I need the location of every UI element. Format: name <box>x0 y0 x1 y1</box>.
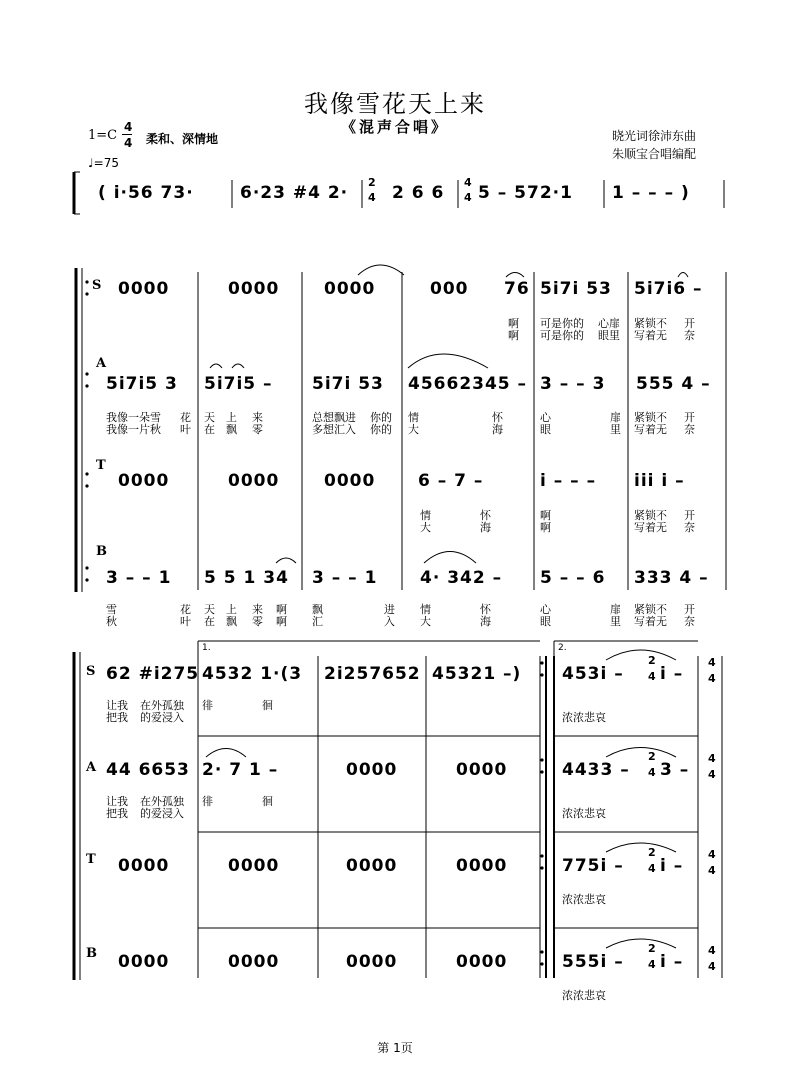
lyric: 奈 <box>684 329 695 342</box>
lyric: 飘 <box>226 615 237 628</box>
s3-tenor-ts2-top: 4 <box>708 848 716 861</box>
lyric: 开 <box>684 317 695 330</box>
s3-tenor-m5: 775i – <box>562 856 624 876</box>
lyric: 上 <box>226 603 237 616</box>
lyric: 飘 <box>226 423 237 436</box>
lyric: 啊 <box>508 317 519 330</box>
lyric: 奈 <box>684 615 695 628</box>
lyric: 来 <box>252 603 263 616</box>
s2-bass-m5: 5 – – 6 <box>540 568 606 588</box>
lyric: 海 <box>492 423 503 436</box>
lyric: 徊 <box>262 699 273 712</box>
song-subtitle: 《混声合唱》 <box>340 118 449 136</box>
lyric: 怀 <box>480 509 491 522</box>
s3-bass-m5: 555i – <box>562 952 624 972</box>
lyric: 啊 <box>276 615 287 628</box>
lyric: 心 <box>540 411 551 424</box>
s3-soprano-m6: i – <box>660 664 684 684</box>
s3-alto-ts-top: 2 <box>648 750 656 763</box>
lyric: 在 <box>204 615 215 628</box>
lyric: 情 <box>408 411 419 424</box>
s3-soprano-m1: 62 #i275 <box>106 664 200 684</box>
lyric: 叶 <box>180 615 191 628</box>
volta-2-label: 2. <box>558 643 567 653</box>
lyric: 扉 <box>610 603 621 616</box>
lyric: 你的 <box>370 423 392 436</box>
lyric: 可是你的 <box>540 317 584 330</box>
lyric: 雪 <box>106 603 117 616</box>
intro-brace <box>74 172 80 214</box>
intro-ts-top: 2 <box>368 176 376 189</box>
s3-bass-m1: 0000 <box>118 952 170 972</box>
lyric: 写着无 <box>634 329 667 342</box>
lyric: 怀 <box>492 411 503 424</box>
lyric: 大 <box>408 423 419 436</box>
s3-alto-m2: 2· 7 1 – <box>202 760 279 780</box>
s3-alto-m4: 0000 <box>456 760 508 780</box>
lyric: 紧锁不 <box>634 411 667 424</box>
s2-alto-m6: 555 4 – <box>636 374 711 394</box>
lyric: 心 <box>540 603 551 616</box>
s2-alto-m4: 45662345 – <box>408 374 528 394</box>
s2-tenor-m3: 0000 <box>324 471 376 491</box>
s2-bass-m3: 3 – – 1 <box>312 568 378 588</box>
lyric: 让我 <box>106 795 128 808</box>
credit-composer: 晓光词徐沛东曲 <box>612 129 697 143</box>
lyric: 汇 <box>312 615 323 628</box>
lyric: 飘 <box>312 603 323 616</box>
lyric: 多想汇入 <box>312 423 356 436</box>
lyric: 写着无 <box>634 423 667 436</box>
s3-soprano-ts-top: 2 <box>648 654 656 667</box>
s3-soprano-m5: 453i – <box>562 664 624 684</box>
s2-bass-m2: 5 5 1 34 <box>204 568 289 588</box>
s3-soprano-m3: 2i257652 <box>324 664 421 684</box>
s3-bass-ts-top: 2 <box>648 942 656 955</box>
s3-tenor-ts-top: 2 <box>648 846 656 859</box>
expression-marking: 柔和、深情地 <box>146 132 219 146</box>
s3-alto-m5: 4433 – <box>562 760 630 780</box>
lyric: 花 <box>180 603 191 616</box>
intro-measure-1: ( i·56 73· <box>98 183 194 203</box>
lyric: 进 <box>384 603 395 616</box>
lyric: 大 <box>420 615 431 628</box>
voice-label-soprano: S <box>92 278 102 293</box>
lyric: 写着无 <box>634 615 667 628</box>
lyric: 心扉 <box>598 317 620 330</box>
lyric: 浓浓悲哀 <box>562 807 606 820</box>
lyric: 让我 <box>106 699 128 712</box>
lyric: 浓浓悲哀 <box>562 893 606 906</box>
system3-barlines <box>198 641 722 978</box>
s2-soprano-m4a: 000 <box>430 279 469 299</box>
lyric: 眼 <box>540 423 551 436</box>
s2-tenor-m1: 0000 <box>118 471 170 491</box>
lyric: 的爱浸入 <box>140 807 184 820</box>
lyric: 把我 <box>106 807 128 820</box>
s2-alto-m1: 5i7i5 3 <box>106 374 178 394</box>
intro-measure-5: 1 – – – ) <box>612 183 690 203</box>
song-title: 我像雪花天上来 <box>304 90 486 118</box>
s3-soprano-m2: 4532 1·(3 <box>202 664 303 684</box>
voice-label-bass-3: B <box>86 946 97 961</box>
lyric: 紧锁不 <box>634 509 667 522</box>
lyric: 入 <box>384 615 395 628</box>
lyric: 在 <box>204 423 215 436</box>
s3-tenor-m4: 0000 <box>456 856 508 876</box>
voice-label-soprano-3: S <box>86 664 96 679</box>
s3-bass-ts-bottom: 4 <box>648 958 656 971</box>
lyric: 浓浓悲哀 <box>562 989 606 1002</box>
tempo-marking: ♩=75 <box>88 156 119 170</box>
lyric: 零 <box>252 423 263 436</box>
intro-ts-bottom: 4 <box>368 191 376 204</box>
lyric: 啊 <box>276 603 287 616</box>
system2-bracket <box>76 268 82 592</box>
s3-soprano-ts2-top: 4 <box>708 656 716 669</box>
lyric: 把我 <box>106 711 128 724</box>
s2-bass-m1: 3 – – 1 <box>106 568 172 588</box>
s3-tenor-m2: 0000 <box>228 856 280 876</box>
lyric: 里 <box>610 615 621 628</box>
key-signature: 1=C <box>88 128 118 143</box>
voice-label-alto: A <box>96 356 107 371</box>
s3-bass-ts2-top: 4 <box>708 944 716 957</box>
lyric: 徊 <box>262 795 273 808</box>
s2-alto-m2: 5i7i5 – <box>204 374 273 394</box>
s2-alto-m5: 3 – – 3 <box>540 374 606 394</box>
s3-tenor-m1: 0000 <box>118 856 170 876</box>
s2-soprano-m4b: 76 <box>504 279 530 299</box>
intro-measure-4: 5 – 572·1 <box>478 183 573 203</box>
s3-soprano-m4: 45321 –) <box>432 664 522 684</box>
lyric: 你的 <box>370 411 392 424</box>
lyric: 在外孤独 <box>140 795 184 808</box>
s3-bass-m2: 0000 <box>228 952 280 972</box>
lyric: 啊 <box>540 509 551 522</box>
voice-label-tenor: T <box>96 458 106 473</box>
s3-alto-ts2-bottom: 4 <box>708 768 716 781</box>
s3-alto-ts2-top: 4 <box>708 752 716 765</box>
page-number: 第 1页 <box>377 1041 413 1055</box>
lyric: 秋 <box>106 615 117 628</box>
time-signature-bottom: 4 <box>124 136 133 150</box>
lyric: 叶 <box>180 423 191 436</box>
s3-bass-m4: 0000 <box>456 952 508 972</box>
lyric: 海 <box>480 521 491 534</box>
lyric: 紧锁不 <box>634 603 667 616</box>
intro-ts2-bottom: 4 <box>464 191 472 204</box>
lyric: 总想飘进 <box>312 411 356 424</box>
voice-label-bass: B <box>96 544 107 559</box>
s2-soprano-m2: 0000 <box>228 279 280 299</box>
lyric: 上 <box>226 411 237 424</box>
volta-1-label: 1. <box>202 643 211 653</box>
s3-tenor-m6: i – <box>660 856 684 876</box>
s2-alto-m3: 5i7i 53 <box>312 374 384 394</box>
lyric: 里 <box>610 423 621 436</box>
lyric: 大 <box>420 521 431 534</box>
s2-soprano-m1: 0000 <box>118 279 170 299</box>
s2-bass-m6: 333 4 – <box>634 568 709 588</box>
lyric: 怀 <box>480 603 491 616</box>
lyric: 浓浓悲哀 <box>562 711 606 724</box>
s3-soprano-ts-bottom: 4 <box>648 670 656 683</box>
s2-soprano-m5: 5i7i 53 <box>540 279 612 299</box>
intro-measure-2: 6·23 #4 2· <box>240 183 349 203</box>
s3-tenor-ts2-bottom: 4 <box>708 864 716 877</box>
lyric: 紧锁不 <box>634 317 667 330</box>
s3-bass-m6: i – <box>660 952 684 972</box>
s3-alto-m6: 3 – <box>660 760 690 780</box>
lyric: 可是你的 <box>540 329 584 342</box>
lyric: 扉 <box>610 411 621 424</box>
lyric: 来 <box>252 411 263 424</box>
lyric: 的爱浸入 <box>140 711 184 724</box>
voice-label-tenor-3: T <box>86 852 96 867</box>
s3-bass-ts2-bottom: 4 <box>708 960 716 973</box>
s2-tenor-m2: 0000 <box>228 471 280 491</box>
lyric: 开 <box>684 603 695 616</box>
lyric: 奈 <box>684 423 695 436</box>
lyric: 开 <box>684 509 695 522</box>
lyric: 啊 <box>540 521 551 534</box>
s3-bass-m3: 0000 <box>346 952 398 972</box>
lyric: 情 <box>420 603 431 616</box>
lyric: 我像一片秋 <box>106 423 161 436</box>
s2-soprano-m3: 0000 <box>324 279 376 299</box>
intro-ts2-top: 4 <box>464 176 472 189</box>
intro-measure-3: 2 6 6 <box>392 183 445 203</box>
s3-alto-ts-bottom: 4 <box>648 766 656 779</box>
s2-tenor-m4: 6 – 7 – <box>418 471 484 491</box>
lyric: 徘 <box>202 699 213 712</box>
lyric: 眼里 <box>598 329 620 342</box>
s3-alto-m3: 0000 <box>346 760 398 780</box>
lyric: 写着无 <box>634 521 667 534</box>
lyric: 在外孤独 <box>140 699 184 712</box>
lyric: 天 <box>204 411 215 424</box>
lyric: 眼 <box>540 615 551 628</box>
lyric: 零 <box>252 615 263 628</box>
s3-soprano-ts2-bottom: 4 <box>708 672 716 685</box>
lyric: 天 <box>204 603 215 616</box>
lyric: 花 <box>180 411 191 424</box>
lyric: 啊 <box>508 329 519 342</box>
credit-arranger: 朱顺宝合唱编配 <box>612 147 697 161</box>
s3-tenor-ts-bottom: 4 <box>648 862 656 875</box>
lyric: 我像一朵雪 <box>106 411 161 424</box>
s2-bass-m4: 4· 342 – <box>420 568 503 588</box>
s3-alto-m1: 44 6653 <box>106 760 190 780</box>
s2-soprano-m6: 5i7i6 – <box>634 279 703 299</box>
s2-tenor-m6: iii i – <box>634 471 685 491</box>
time-signature-top: 4 <box>124 120 133 134</box>
system3-bracket <box>74 652 80 980</box>
lyric: 开 <box>684 411 695 424</box>
lyric: 情 <box>420 509 431 522</box>
lyric: 海 <box>480 615 491 628</box>
s3-tenor-m3: 0000 <box>346 856 398 876</box>
lyric: 奈 <box>684 521 695 534</box>
s2-tenor-m5: i – – – <box>540 471 597 491</box>
lyric: 徘 <box>202 795 213 808</box>
voice-label-alto-3: A <box>86 760 97 775</box>
